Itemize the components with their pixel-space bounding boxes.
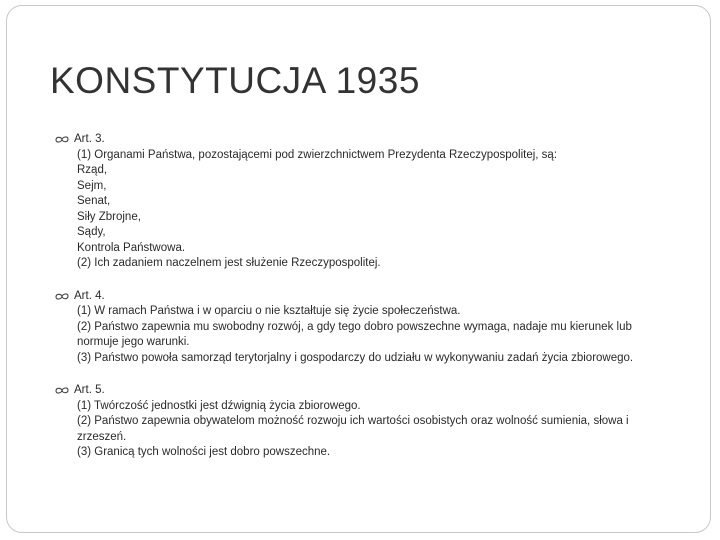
article-paragraph: (1) Twórczość jednostki jest dźwignią życia zbiorowego. <box>77 399 361 412</box>
article-paragraph: (1) Organami Państwa, pozostającemi pod zwierzchnictwem Prezydenta Rzeczypospolitej, są: <box>77 148 558 161</box>
article-paragraph: (2) Ich zadaniem naczelnem jest służenie Rzeczypospolitej. <box>77 257 381 269</box>
article-heading: Art. 3. <box>74 133 105 145</box>
article-paragraph: (2) Państwo zapewnia obywatelom możność rozwoju ich wartości osobistych oraz wolność sumienia, słowa i zrzeszeń. <box>77 415 629 443</box>
article-heading: Art. 4. <box>74 289 105 302</box>
double-loop-bullet-icon <box>55 386 69 395</box>
double-loop-bullet-icon <box>55 135 69 144</box>
article-paragraph: (3) Państwo powoła samorząd terytorjalny i gospodarczy do udziału w wykonywaniu zadań życia zbiorowego. <box>77 351 634 364</box>
list-item: Siły Zbrojne, <box>77 210 141 223</box>
article-5 <box>55 383 665 461</box>
article-3 <box>55 132 665 272</box>
article-heading: Art. 5. <box>74 384 105 396</box>
article-paragraph: (2) Państwo zapewnia mu swobodny rozwój, a gdy tego dobro powszechne wymaga, nadaje mu kierunek lub normuje jego warunki. <box>77 320 632 348</box>
article-4 <box>55 289 665 367</box>
list-item: Senat, <box>77 195 111 207</box>
list-item: Rząd, <box>77 164 108 176</box>
slide-frame <box>6 5 711 533</box>
list-item: Sądy, <box>77 226 106 238</box>
double-loop-bullet-icon <box>55 292 69 301</box>
page-title: KONSTYTUCJA 1935 <box>50 60 420 101</box>
content-body <box>55 132 665 461</box>
list-item: Kontrola Państwowa. <box>77 241 186 254</box>
article-paragraph: (3) Granicą tych wolności jest dobro powszechne. <box>77 446 331 458</box>
article-paragraph: (1) W ramach Państwa i w oparciu o nie kształtuje się życie społeczeństwa. <box>77 305 461 317</box>
list-item: Sejm, <box>77 179 107 192</box>
